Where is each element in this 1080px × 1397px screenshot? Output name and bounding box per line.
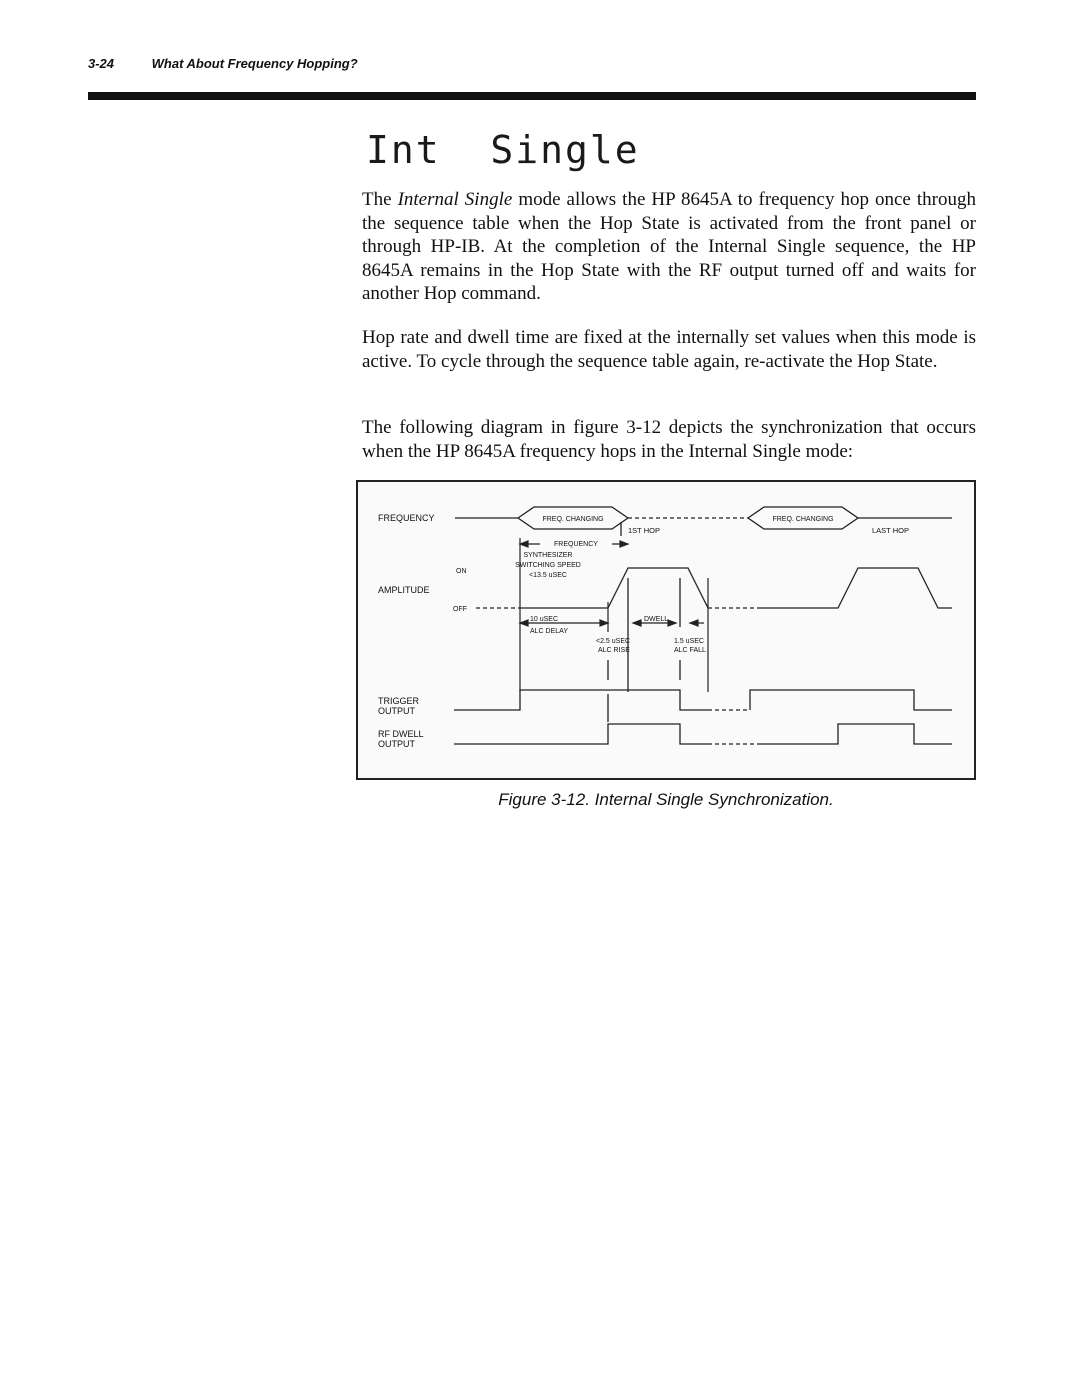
rf-dwell-output-trace (454, 694, 952, 744)
section-title: Int Single (366, 128, 640, 172)
figure-caption: Figure 3-12. Internal Single Synchronization. (498, 790, 834, 809)
alc-delay-label-1: 10 uSEC (530, 616, 559, 623)
rf-dwell-label-2: OUTPUT (378, 739, 415, 749)
header-rule (88, 92, 976, 100)
switching-label-3: SWITCHING SPEED (515, 562, 581, 569)
rf-dwell-label-1: RF DWELL (378, 729, 424, 739)
alc-rise-label-2: ALC RISE (598, 647, 630, 654)
alc-rise-label-1: <2.5 uSEC (596, 638, 631, 645)
running-head (88, 56, 358, 71)
switching-label-4: <13.5 uSEC (529, 572, 567, 579)
freq-changing-label-1: FREQ. CHANGING (542, 516, 604, 523)
first-hop-label: 1ST HOP (628, 526, 660, 535)
frequency-label: FREQUENCY (378, 513, 435, 523)
amplitude-label: AMPLITUDE (378, 585, 430, 595)
page-number: 3-24 (88, 56, 115, 71)
alc-delay-label-2: ALC DELAY (530, 628, 568, 635)
mode-name: Internal Single (397, 189, 513, 210)
timing-diagram-svg (358, 482, 974, 778)
trigger-output-trace (454, 660, 952, 710)
paragraph-3: The following diagram in figure 3-12 depicts the synchronization that occurs when the HP 8645A frequency hops in the Internal Single mode: (362, 417, 976, 462)
dwell-label: DWELL (644, 616, 669, 623)
alc-fall-label-2: ALC FALL (674, 647, 706, 654)
paragraph-1-body: mode allows the HP 8645A to frequency hop once through the sequence table when the Hop State is activated from the front panel or through HP-IB. At the completion of the Internal Single sequence, the HP 8645A remains in the Hop State with the RF output turned off and waits for another Hop command. (362, 189, 976, 304)
running-head-title: What About Frequency Hopping? (151, 56, 358, 71)
trigger-label-2: OUTPUT (378, 706, 415, 716)
paragraph-2: Hop rate and dwell time are fixed at the internally set values when this mode is active. To cycle through the sequence table again, re-activate the Hop State. (362, 327, 976, 372)
paragraph-1-lead: The (362, 189, 398, 210)
off-level-label: OFF (453, 606, 467, 613)
switching-label-2: SYNTHESIZER (523, 552, 573, 559)
alc-fall-label-1: 1.5 uSEC (674, 638, 704, 645)
timing-diagram (356, 480, 976, 780)
freq-changing-label-2: FREQ. CHANGING (772, 516, 834, 523)
paragraph-1 (362, 188, 976, 306)
switching-label-1: FREQUENCY (554, 541, 598, 548)
on-level-label: ON (456, 568, 467, 575)
last-hop-label: LAST HOP (872, 526, 909, 535)
trigger-label-1: TRIGGER (378, 696, 420, 706)
